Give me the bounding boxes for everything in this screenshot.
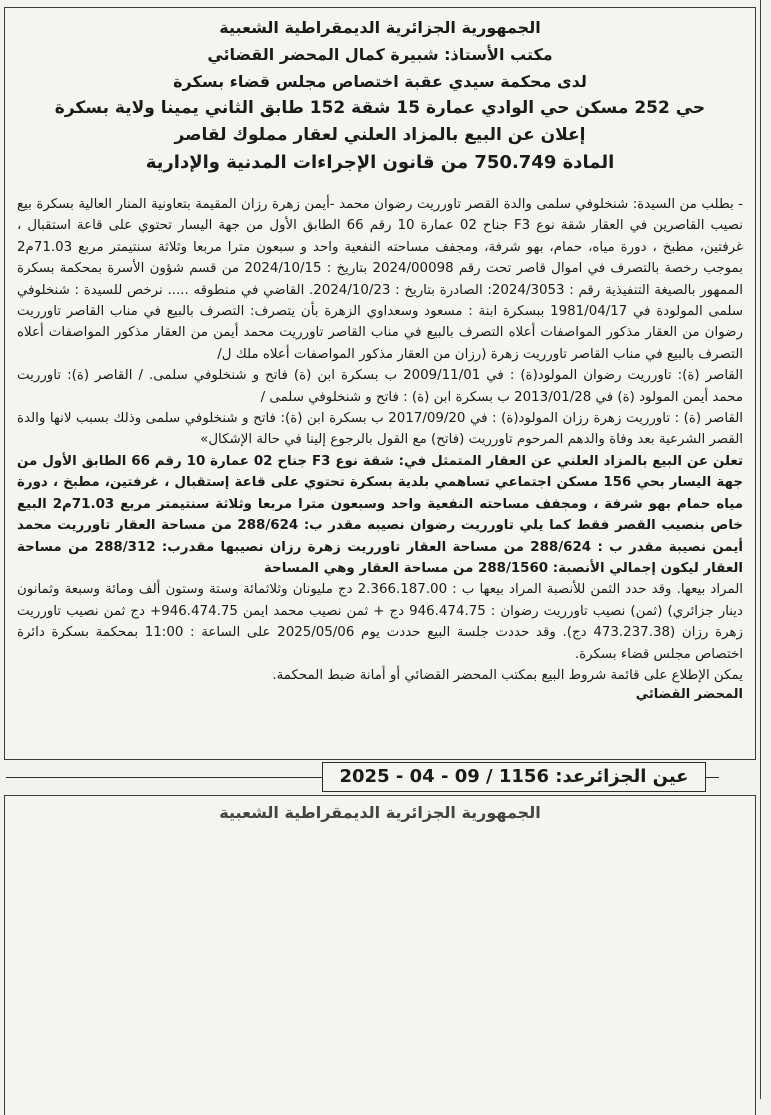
publication-reference: عين الجزائرعد: 1156 / 09 - 04 - 2025 [322, 762, 706, 792]
adjacent-column-edge [760, 0, 771, 1099]
minor-1-2-paragraph: القاصر (ة): تاورريت رضوان المولود(ة) : في 2009/11/01 ب بسكرة ابن (ة) فاتح و شنخلوفي سلمى. / القاصر (ة): تاورريت محمد أيمن المولود (ة) في 2013/01/28 ب بسكرة ابن (ة) : فاتح و شنخلوفي سلمى / [17, 368, 743, 405]
auction-announcement: تعلن عن البيع بالمزاد العلني عن العقار المتمثل في: شقة نوع F3 جناح 02 عمارة 10 رقم 66 الطابق الأول من جهة اليسار بحي 156 مسكن اجتماعي تساهمي بلدية بسكرة تحتوي على قاعة إستقبال ، غرفتين، مطبخ ، دورة مياه حمام بهو شرفة ، ومجفف مساحته النفعية واحد وسبعون مترا مربعا وثلاثة سنتيمتر مربع 71.03م2 البيع خاص بنصيب القصر فقط كما يلي تاورريت رضوان نصيبه مقدر ب: 288/624 من مساحة العقار تاورريت محمد أيمن نصيبة مقدر ب : 288/624 من مساحة العقار تاورريت زهرة رزان نصيبها مقدرب: 288/312 من مساحة العقار ليكون إجمالي الأنصبة: 288/1560 من مساحة العقار وهي المساحة [17, 453, 744, 576]
minor-3-paragraph: القاصر (ة) : تاورريت زهرة رزان المولود(ة) : في 2017/09/20 ب بسكرة ابن (ة): فاتح و شنخلوفي سلمى وذلك بسبب لانها والدة القصر الشرعية بعد وفاة والدهم المرحوم تاورريت (فاتح) مع القول بالرجوع إلينا في حالة الإشكال» [17, 411, 744, 448]
notice-header [5, 8, 755, 176]
legal-notice [4, 7, 756, 760]
next-notice [4, 795, 756, 1115]
signature: المحضر القضائي [635, 687, 743, 703]
court-jurisdiction: لدى محكمة سيدي عقبة اختصاص مجلس قضاء بسكرة [173, 72, 587, 91]
bailiff-office: مكتب الأستاذ: شبيرة كمال المحضر القضائي [207, 45, 553, 64]
next-notice-title: الجمهورية الجزائرية الديمقراطية الشعبية [219, 803, 541, 822]
legal-article: المادة 750.749 من قانون الإجراءات المدنية والإدارية [145, 152, 615, 173]
price-and-date: المراد بيعها. وقد حدد الثمن للأنصبة المراد بيعها ب : 2.366.187.00 دج مليونان وثلاثمائة وستة وستون ألف ومائة وسبعة وثمانون دينار جزائري) (ثمن) نصيب تاورريت رضوان : 946.474.75 دج + ثمن نصيب محمد ايمن 946.474.75+ دج ثمن نصيب تاورريت زهرة رزان (473.237.38 دج). وقد حددت جلسة البيع حددت يوم 2025/05/06 على الساعة : 11:00 بمحكمة بسكرة دائرة اختصاص مجلس قضاء بسكرة. [17, 582, 744, 662]
request-paragraph: - بطلب من السيدة: شنخلوفي سلمى والدة القصر تاورريت رضوان محمد -أيمن زهرة رزان المقيمة بتعاونية المنار العالية بسكرة بيع نصيب القاصرين في العقار شقة نوع F3 جناح 02 عمارة 10 رقم 66 الطابق الأول من جهة اليسار تحتوي على قاعة استقبال ، غرفتين، مطبخ ، دورة مياه، حمام، بهو شرفة، ومجفف مساحته النفعية واحد و سبعون مترا مربعا وثلاثة سنتيمتر مربع 71.03م2 بموجب رخصة بالتصرف في اموال قاصر تحت رقم 2024/00098 بتاريخ : 2024/10/15 من قسم شؤون الأسرة بمحكمة بسكرة الممهور بالصيغة التنفيذية رقم : 2024/3053: الصادرة بتاريخ : 2024/10/23. القاضي في منطوقه ..... نرخص للسيدة : شنخلوفي سلمى المولودة في 1981/04/17 ببسكرة ابنة : مسعود وسعداوي الزهرة بأن يتصرف: التصرف بالبيع في مناب القاصر تاورريت رضوان من العقار مذكور المواصفات أعلاه التصرف بالبيع في مناب القاصر تاورريت محمد أيمن من العقار مذكور المواصفات أعلاه التصرف بالبيع في مناب القاصر تاورريت زهرة (رزان من العقار مذكور المواصفات أعلاه ملك ل/ [17, 197, 744, 362]
conditions-note: يمكن الإطلاع على قائمة شروط البيع بمكتب المحضر القضائي أو أمانة ضبط المحكمة. [272, 667, 743, 683]
notice-body [5, 176, 755, 686]
office-address: حي 252 مسكن حي الوادي عمارة 15 شقة 152 طابق الثاني يمينا ولاية بسكرة [54, 98, 706, 118]
republic-title: الجمهورية الجزائرية الديمقراطية الشعبية [219, 18, 541, 37]
notice-title: إعلان عن البيع بالمزاد العلني لعقار مملوك لقاصر [174, 125, 586, 145]
